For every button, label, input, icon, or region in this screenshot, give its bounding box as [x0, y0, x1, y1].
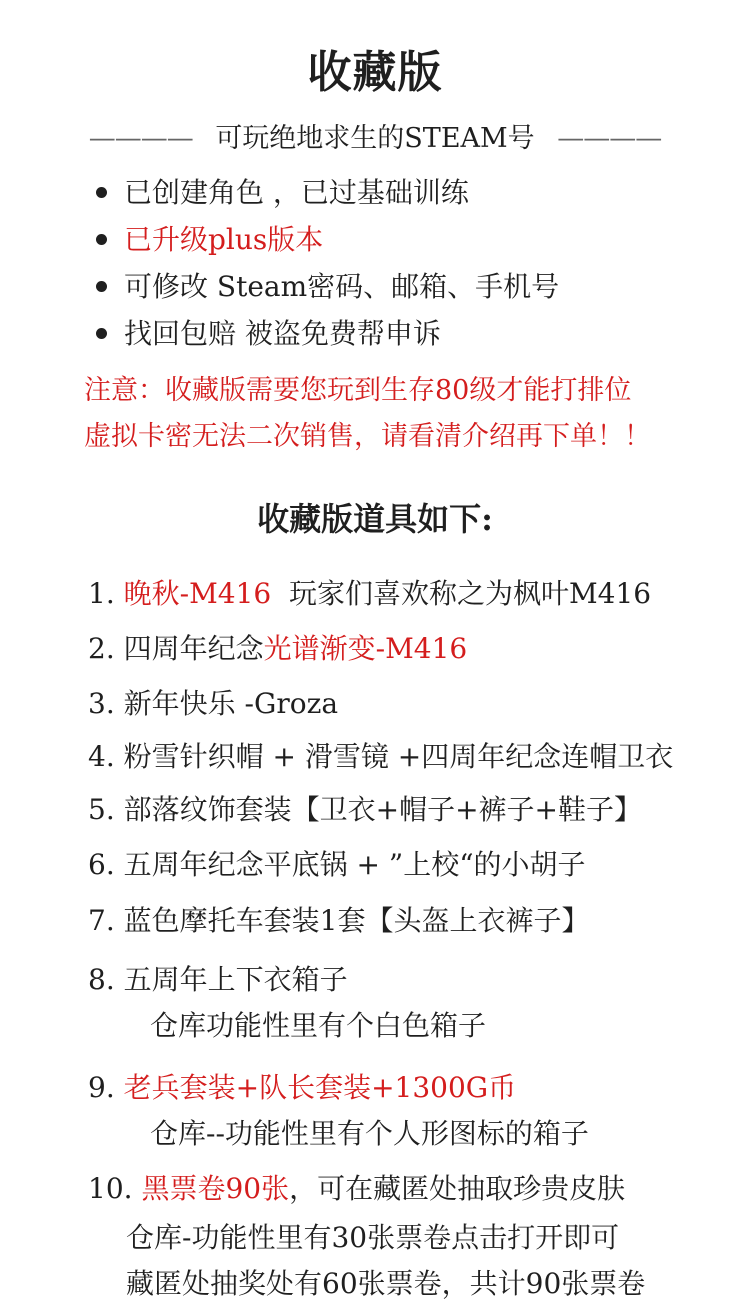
item-text: 五周年上下衣箱子 — [123, 963, 348, 996]
feature-text: 可修改 Steam密码、邮箱、手机号 — [124, 270, 560, 303]
item-subtext: 仓库功能性里有个白色箱子 — [150, 1009, 487, 1042]
feature-item-highlight — [96, 219, 559, 266]
item-text: ，可在藏匿处抽取珍贵皮肤 — [289, 1172, 626, 1205]
list-item — [88, 737, 673, 777]
item-number: 2. — [88, 632, 115, 665]
item-highlight: 晚秋-M416 — [123, 577, 272, 610]
item-subtext: 藏匿处抽奖处有60张票卷，共计90张票卷 — [126, 1267, 646, 1300]
item-number: 6. — [88, 848, 115, 881]
notice-line-1: 注意：收藏版需要您玩到生存80级才能打排位 — [84, 375, 632, 406]
list-item — [88, 1068, 516, 1108]
list-item — [88, 901, 589, 941]
subtitle-text: 可玩绝地求生的STEAM号 — [215, 123, 535, 154]
bullet-icon — [96, 187, 107, 198]
item-highlight: 光谱渐变-M416 — [263, 632, 468, 665]
item-number: 5. — [88, 793, 115, 826]
subtitle-dash-left: ———— — [88, 123, 193, 154]
notice-line-2: 虚拟卡密无法二次销售，请看清介绍再下单！！ — [84, 421, 651, 452]
list-item — [88, 574, 651, 614]
item-highlight: 老兵套装+队长套装+1300G币 — [123, 1071, 517, 1104]
bullet-icon — [96, 234, 107, 245]
bullet-icon — [96, 328, 107, 339]
feature-item — [96, 313, 559, 360]
list-item — [88, 684, 338, 724]
list-item — [88, 790, 642, 830]
feature-text: 已创建角色 ，已过基础训练 — [124, 176, 469, 209]
list-item — [88, 960, 348, 1000]
list-item — [88, 629, 467, 669]
item-text: 新年快乐 -Groza — [123, 687, 339, 720]
item-subtext: 仓库--功能性里有个人形图标的箱子 — [150, 1117, 589, 1150]
item-text: 玩家们喜欢称之为枫叶M416 — [271, 577, 652, 610]
item-number: 3. — [88, 687, 115, 720]
item-subtext: 仓库-功能性里有30张票卷点击打开即可 — [126, 1221, 620, 1254]
item-highlight: 黑票卷90张 — [141, 1172, 290, 1205]
list-item — [88, 845, 586, 885]
feature-text: 找回包赔 被盗免费帮申诉 — [124, 317, 441, 350]
item-number: 10. — [88, 1172, 133, 1205]
item-text: 四周年纪念 — [123, 632, 264, 665]
subtitle — [0, 116, 750, 155]
feature-text: 已升级plus版本 — [124, 223, 324, 256]
item-number: 1. — [88, 577, 115, 610]
item-number: 9. — [88, 1071, 115, 1104]
page-title: 收藏版 — [307, 47, 443, 98]
list-item — [88, 1169, 625, 1209]
subtitle-dash-right: ———— — [557, 123, 662, 154]
item-text: 部落纹饰套装【卫衣+帽子+裤子+鞋子】 — [123, 793, 643, 826]
feature-item — [96, 266, 559, 313]
item-number: 8. — [88, 963, 115, 996]
item-text: 粉雪针织帽 + 滑雪镜 +四周年纪念连帽卫衣 — [123, 740, 674, 773]
item-number: 4. — [88, 740, 115, 773]
item-number: 7. — [88, 904, 115, 937]
notice — [84, 368, 651, 460]
bullet-icon — [96, 281, 107, 292]
item-text: 五周年纪念平底锅 + ”上校“的小胡子 — [123, 848, 586, 881]
feature-list — [96, 172, 559, 360]
item-text: 蓝色摩托车套装1套【头盔上衣裤子】 — [123, 904, 590, 937]
items-title: 收藏版道具如下: — [257, 500, 493, 538]
feature-item — [96, 172, 559, 219]
